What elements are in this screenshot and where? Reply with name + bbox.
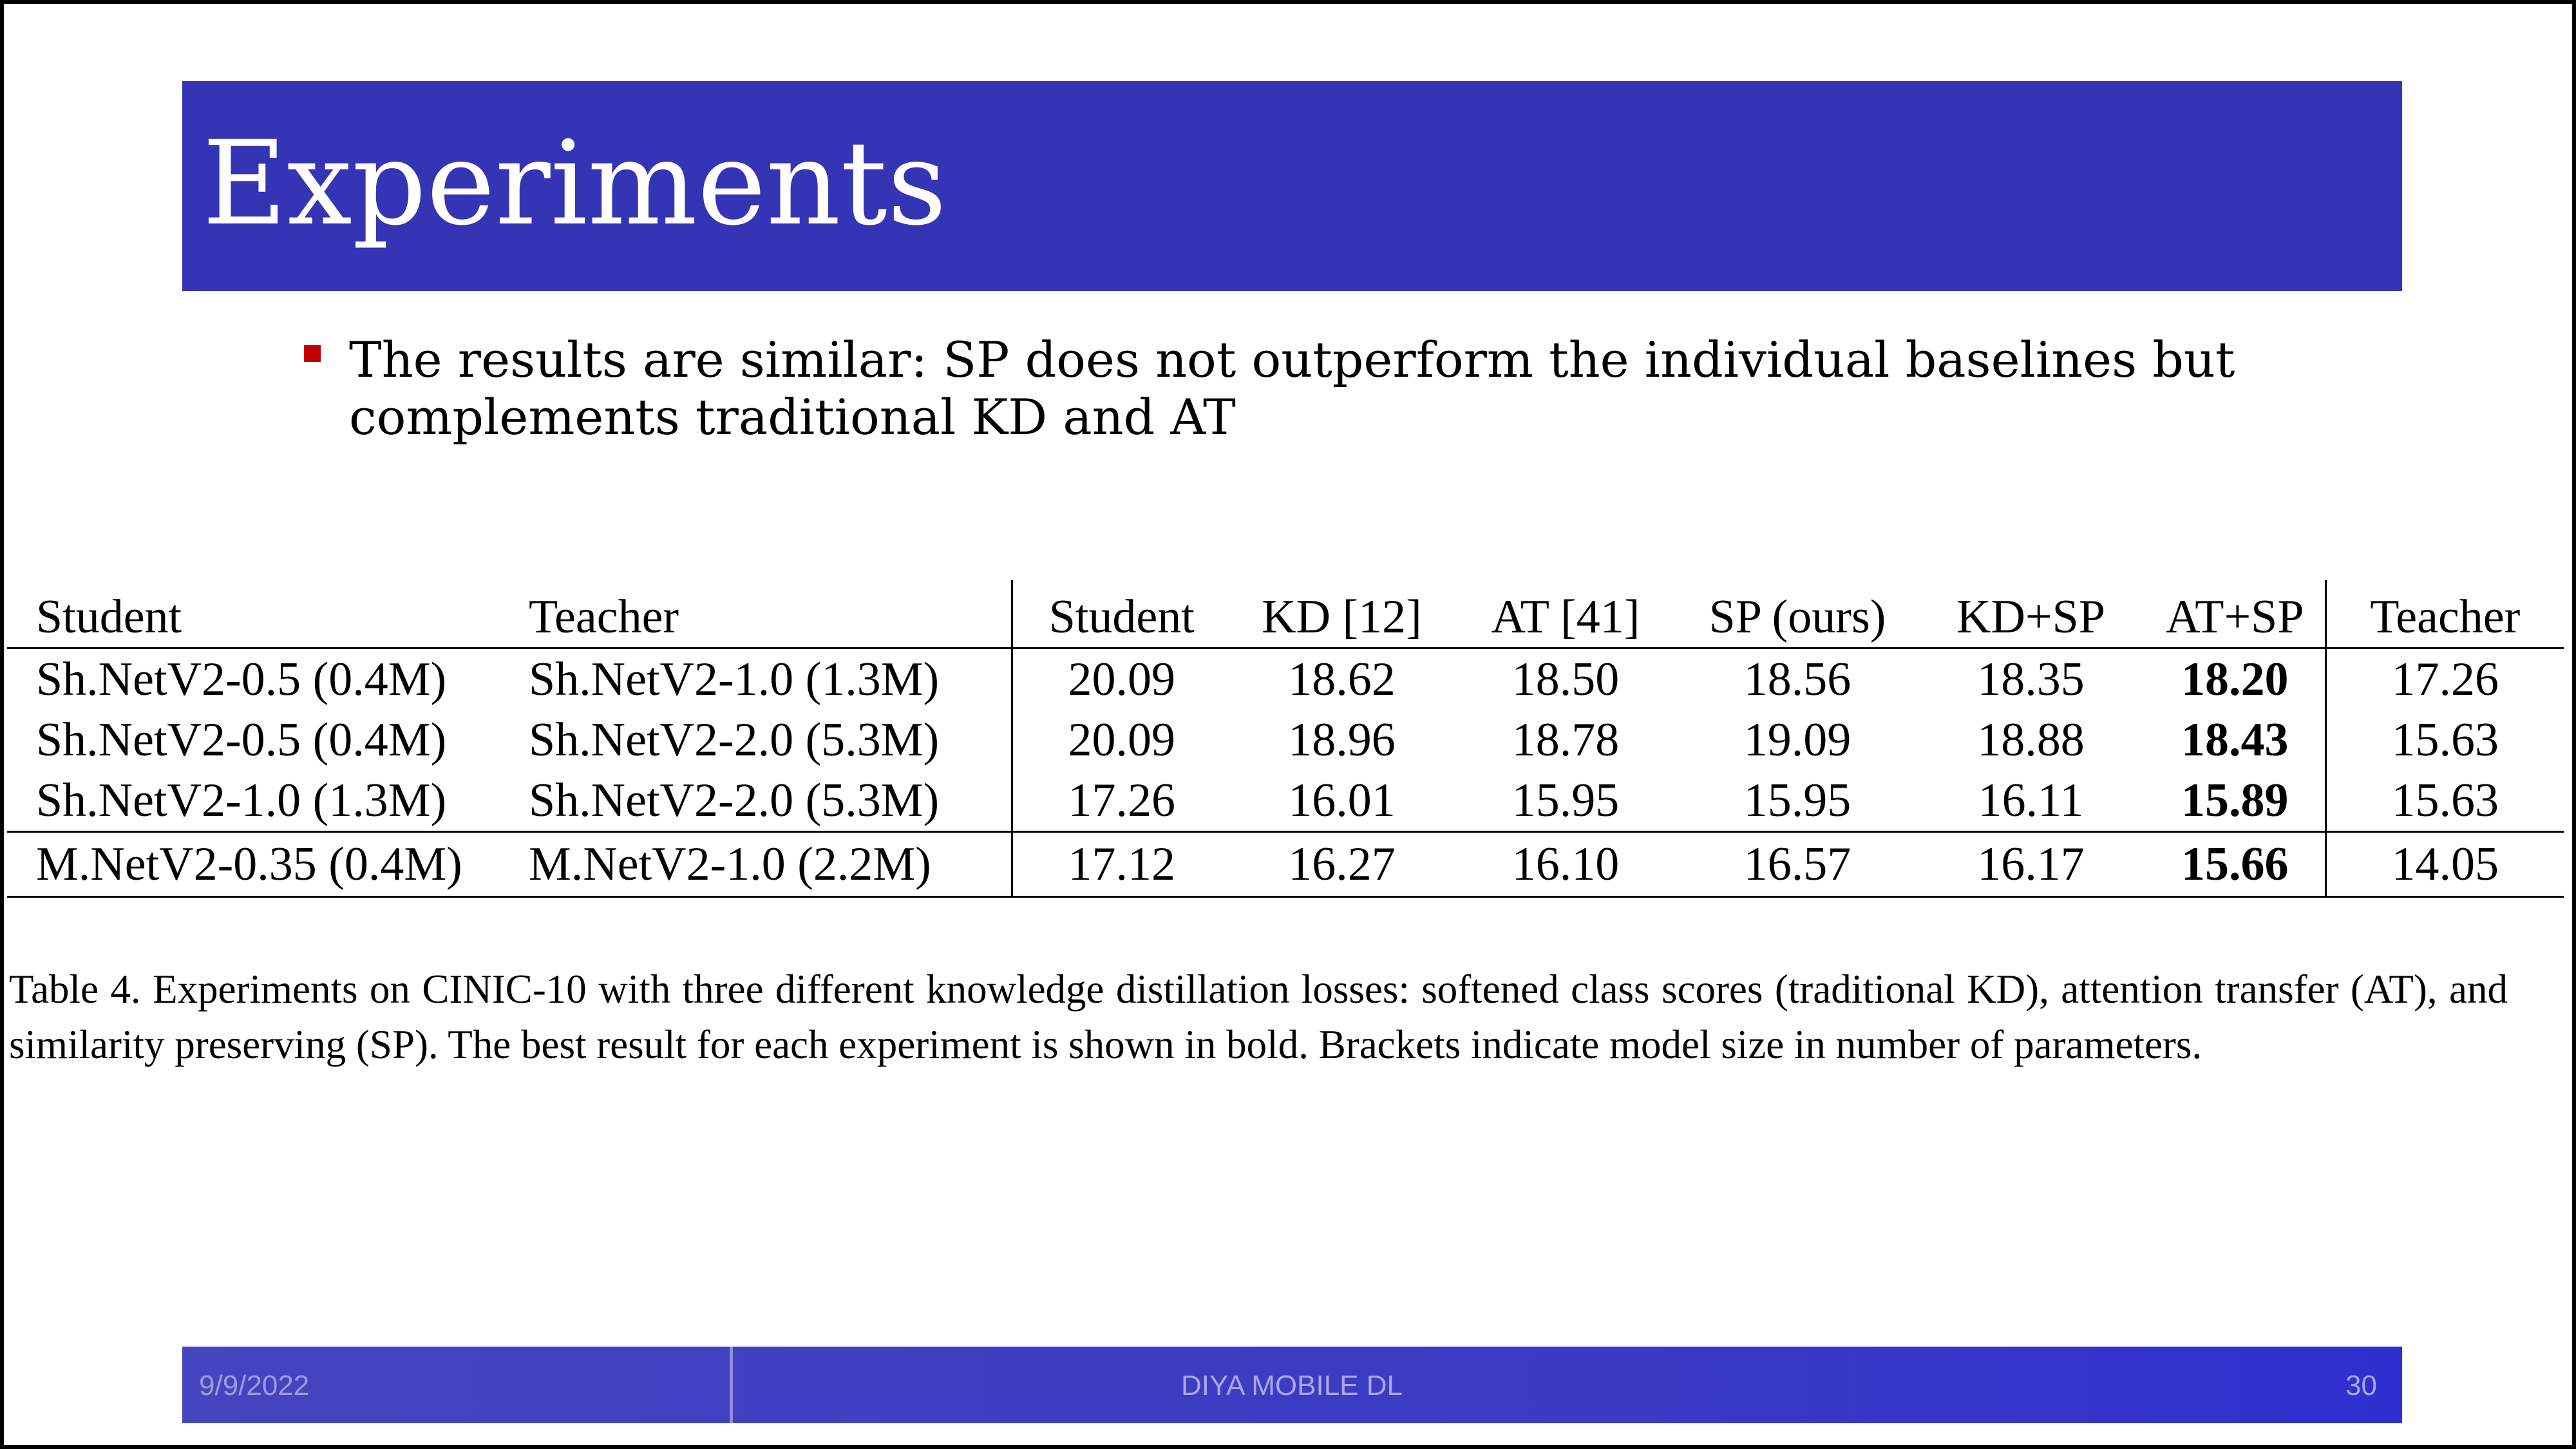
- cell-kd: 18.96: [1288, 713, 1396, 766]
- table-header-row: [7, 580, 2564, 649]
- bullet-text: The results are similar: SP does not outperform the individual baselines but complements traditional KD and AT: [349, 331, 2235, 446]
- cell-at-sp-best: 15.89: [2145, 770, 2325, 832]
- results-table: [7, 580, 2564, 898]
- header-sp: SP (ours): [1709, 591, 1886, 643]
- cell-kd-sp: 18.88: [1977, 713, 2085, 766]
- table-row: [7, 770, 2564, 832]
- cell-student-model: Sh.NetV2-0.5 (0.4M): [36, 713, 447, 766]
- table-caption: Table 4. Experiments on CINIC-10 with three different knowledge distillation losses: softened class scores (traditional KD), attention transfer (AT), and similarity preserving (SP). The best result for each experiment is shown in bold. Brackets indicate model size in number of parameters.: [9, 967, 2508, 1067]
- cell-sp: 16.57: [1678, 832, 1917, 897]
- cell-teacher-model: Sh.NetV2-2.0 (5.3M): [529, 713, 940, 766]
- cell-teacher-model: Sh.NetV2-1.0 (1.3M): [529, 649, 1012, 710]
- cell-kd-sp: 18.35: [1917, 649, 2145, 710]
- cell-at-sp-best: 18.43: [2145, 710, 2325, 770]
- header-at-sp: AT+SP: [2145, 580, 2325, 649]
- cell-at: 18.78: [1511, 713, 1620, 766]
- cell-kd: 16.01: [1288, 773, 1396, 827]
- cell-teacher-score: 15.63: [2391, 713, 2499, 766]
- cell-kd-sp: 16.11: [1978, 773, 2084, 827]
- header-student-model: Student: [36, 591, 182, 643]
- cell-sp: 19.09: [1743, 713, 1852, 766]
- footer-title: DIYA MOBILE DL: [1181, 1370, 1403, 1401]
- footer-divider: [730, 1347, 733, 1423]
- cell-student-model: Sh.NetV2-1.0 (1.3M): [36, 773, 447, 827]
- header-student-score: Student: [1012, 580, 1231, 649]
- table-row: [7, 649, 2564, 710]
- header-teacher-score: Teacher: [2370, 591, 2521, 643]
- cell-student-model: Sh.NetV2-0.5 (0.4M): [7, 649, 529, 710]
- cell-student-score: 17.26: [1012, 770, 1231, 832]
- bullet-square-icon: [304, 345, 321, 362]
- header-kd: KD [12]: [1262, 591, 1422, 643]
- table-row: [7, 832, 2564, 897]
- cell-kd-sp: 16.17: [1917, 832, 2145, 897]
- slide-title: Experiments: [202, 117, 947, 251]
- cell-student-score: 17.12: [1012, 832, 1231, 897]
- header-at: AT [41]: [1491, 591, 1640, 643]
- page-number: 30: [2345, 1370, 2377, 1401]
- cell-kd: 18.62: [1231, 649, 1453, 710]
- header-kd-sp: KD+SP: [1956, 591, 2105, 643]
- table-row: [7, 710, 2564, 770]
- cell-teacher-score: 14.05: [2325, 832, 2564, 897]
- cell-at: 18.50: [1453, 649, 1678, 710]
- cell-teacher-model: M.NetV2-1.0 (2.2M): [529, 832, 1012, 897]
- cell-student-model: M.NetV2-0.35 (0.4M): [7, 832, 529, 897]
- cell-at-sp-best: 18.20: [2145, 649, 2325, 710]
- cell-student-score: 20.09: [1012, 649, 1231, 710]
- cell-at-sp-best: 15.66: [2145, 832, 2325, 897]
- cell-teacher-score: 15.63: [2391, 773, 2499, 827]
- cell-teacher-model: Sh.NetV2-2.0 (5.3M): [529, 773, 940, 827]
- cell-at: 15.95: [1511, 773, 1620, 827]
- cell-at: 16.10: [1453, 832, 1678, 897]
- cell-teacher-score: 17.26: [2325, 649, 2564, 710]
- cell-student-score: 20.09: [1012, 710, 1231, 770]
- header-teacher-model: Teacher: [529, 591, 679, 643]
- footer-date: 9/9/2022: [199, 1370, 310, 1401]
- cell-sp: 15.95: [1743, 773, 1852, 827]
- cell-sp: 18.56: [1678, 649, 1917, 710]
- cell-kd: 16.27: [1231, 832, 1453, 897]
